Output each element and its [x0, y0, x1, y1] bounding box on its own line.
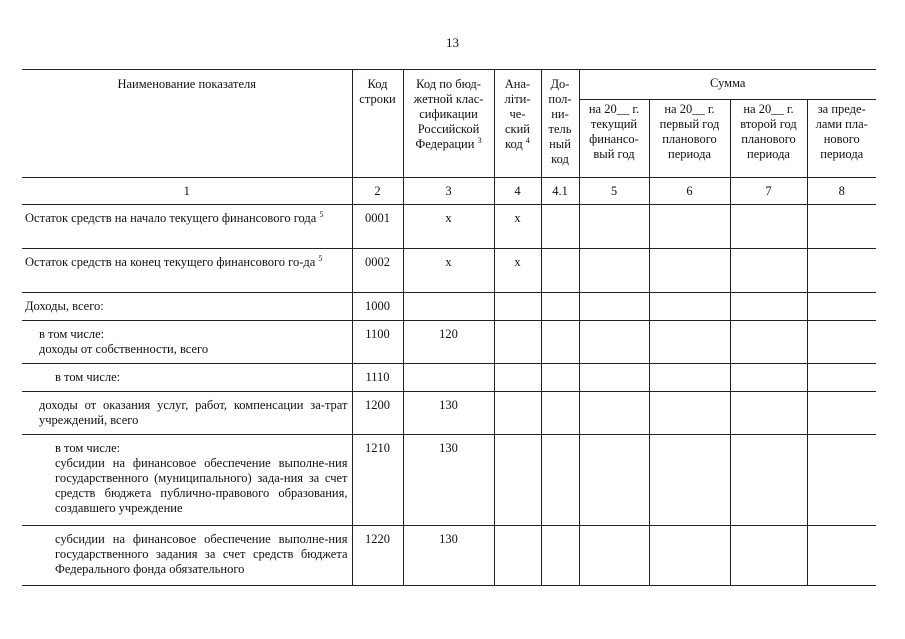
- table-row: [22, 205, 876, 249]
- row-cell: [579, 392, 649, 435]
- row-cell: [649, 364, 730, 392]
- row-analytic-code: [494, 321, 541, 364]
- table-row: [22, 321, 876, 364]
- column-number: 4: [494, 178, 541, 205]
- row-cell: [541, 293, 579, 321]
- row-budget-code: 120: [403, 321, 494, 364]
- row-analytic-code: [494, 392, 541, 435]
- row-cell: [730, 435, 807, 526]
- row-cell: [807, 205, 876, 249]
- column-number: 1: [22, 178, 352, 205]
- header-period-current: на 20__ г. текущий финансо-вый год: [579, 100, 649, 178]
- row-cell: [807, 249, 876, 293]
- row-name: в том числе: субсидии на финансовое обеспечение выполне-ния государственного (муниципального) зада-ния за счет средств бюджета публично-правового образования, создавшего учреждение: [22, 435, 352, 526]
- row-cell: [730, 364, 807, 392]
- row-cell: [579, 435, 649, 526]
- row-cell: [730, 205, 807, 249]
- row-cell: [541, 249, 579, 293]
- row-cell: [541, 392, 579, 435]
- column-number: 2: [352, 178, 403, 205]
- row-budget-code: 130: [403, 526, 494, 586]
- row-cell: [541, 364, 579, 392]
- row-analytic-code: x: [494, 249, 541, 293]
- row-name: Остаток средств на конец текущего финансового го-да $^5$: [22, 249, 352, 293]
- row-line-code: 0001: [352, 205, 403, 249]
- row-name: доходы от оказания услуг, работ, компенсации за-трат учреждений, всего: [22, 392, 352, 435]
- row-line-code: 1000: [352, 293, 403, 321]
- row-cell: [807, 526, 876, 586]
- row-cell: [649, 392, 730, 435]
- row-name: в том числе:: [22, 364, 352, 392]
- footnote-5: 5: [319, 209, 324, 219]
- row-name: Доходы, всего:: [22, 293, 352, 321]
- header-analytic-code: Ана-літи-че-ский код $^4$: [494, 70, 541, 178]
- row-analytic-code: x: [494, 205, 541, 249]
- row-cell: [579, 321, 649, 364]
- row-line-code: 1220: [352, 526, 403, 586]
- row-prefix: в том числе:: [39, 327, 105, 341]
- row-name: в том числе: доходы от собственности, всего: [22, 321, 352, 364]
- footnote-3: 3: [477, 135, 482, 145]
- row-cell: [730, 392, 807, 435]
- row-cell: [807, 364, 876, 392]
- row-cell: [579, 249, 649, 293]
- row-analytic-code: [494, 293, 541, 321]
- header-period-beyond: за преде-лами пла-нового периода: [807, 100, 876, 178]
- row-cell: [649, 249, 730, 293]
- table-row: [22, 249, 876, 293]
- row-cell: [541, 526, 579, 586]
- row-cell: [579, 364, 649, 392]
- header-period-second: на 20__ г. второй год планового периода: [730, 100, 807, 178]
- row-cell: [649, 205, 730, 249]
- row-cell: [649, 293, 730, 321]
- header-budget-code: Код по бюд-жетной клас-сификации Российской Федерации $^3$: [403, 70, 494, 178]
- row-cell: [541, 205, 579, 249]
- row-line-code: 1110: [352, 364, 403, 392]
- table-row: [22, 364, 876, 392]
- row-cell: [579, 526, 649, 586]
- column-number: 7: [730, 178, 807, 205]
- column-number: 8: [807, 178, 876, 205]
- row-cell: [807, 293, 876, 321]
- table-row: [22, 293, 876, 321]
- row-cell: [541, 435, 579, 526]
- row-name: Остаток средств на начало текущего финансового года $^5$: [22, 205, 352, 249]
- row-budget-code: [403, 293, 494, 321]
- footnote-5: 5: [318, 253, 323, 263]
- row-cell: [730, 321, 807, 364]
- table-row: [22, 526, 876, 586]
- row-name: субсидии на финансовое обеспечение выполне-ния государственного задания за счет средств бюджета Федерального фонда обязательного: [22, 526, 352, 586]
- page-number: 13: [446, 35, 459, 50]
- column-number: 5: [579, 178, 649, 205]
- header-sum: Сумма: [579, 70, 876, 100]
- row-budget-code: [403, 364, 494, 392]
- table-row: [22, 435, 876, 526]
- row-line-code: 1200: [352, 392, 403, 435]
- row-cell: [579, 293, 649, 321]
- row-line-code: 1210: [352, 435, 403, 526]
- row-budget-code: x: [403, 205, 494, 249]
- header-extra-code: До-пол-ни-тель ный код: [541, 70, 579, 178]
- row-line-code: 1100: [352, 321, 403, 364]
- header-line-code: Код строки: [352, 70, 403, 178]
- footnote-4: 4: [525, 135, 530, 145]
- row-analytic-code: [494, 364, 541, 392]
- row-line-code: 0002: [352, 249, 403, 293]
- row-cell: [807, 321, 876, 364]
- row-budget-code: x: [403, 249, 494, 293]
- row-budget-code: 130: [403, 392, 494, 435]
- row-cell: [730, 293, 807, 321]
- row-cell: [649, 321, 730, 364]
- row-cell: [541, 321, 579, 364]
- column-number: 4.1: [541, 178, 579, 205]
- row-cell: [579, 205, 649, 249]
- row-cell: [807, 392, 876, 435]
- financial-indicators-table: [22, 69, 876, 586]
- row-cell: [730, 249, 807, 293]
- row-analytic-code: [494, 526, 541, 586]
- table-row: [22, 392, 876, 435]
- row-cell: [807, 435, 876, 526]
- header-period-first: на 20__ г. первый год планового периода: [649, 100, 730, 178]
- row-budget-code: 130: [403, 435, 494, 526]
- row-cell: [730, 526, 807, 586]
- row-prefix: в том числе:: [55, 441, 121, 455]
- column-number: 3: [403, 178, 494, 205]
- row-cell: [649, 526, 730, 586]
- row-cell: [649, 435, 730, 526]
- row-analytic-code: [494, 435, 541, 526]
- column-number: 6: [649, 178, 730, 205]
- header-name: Наименование показателя: [22, 70, 352, 178]
